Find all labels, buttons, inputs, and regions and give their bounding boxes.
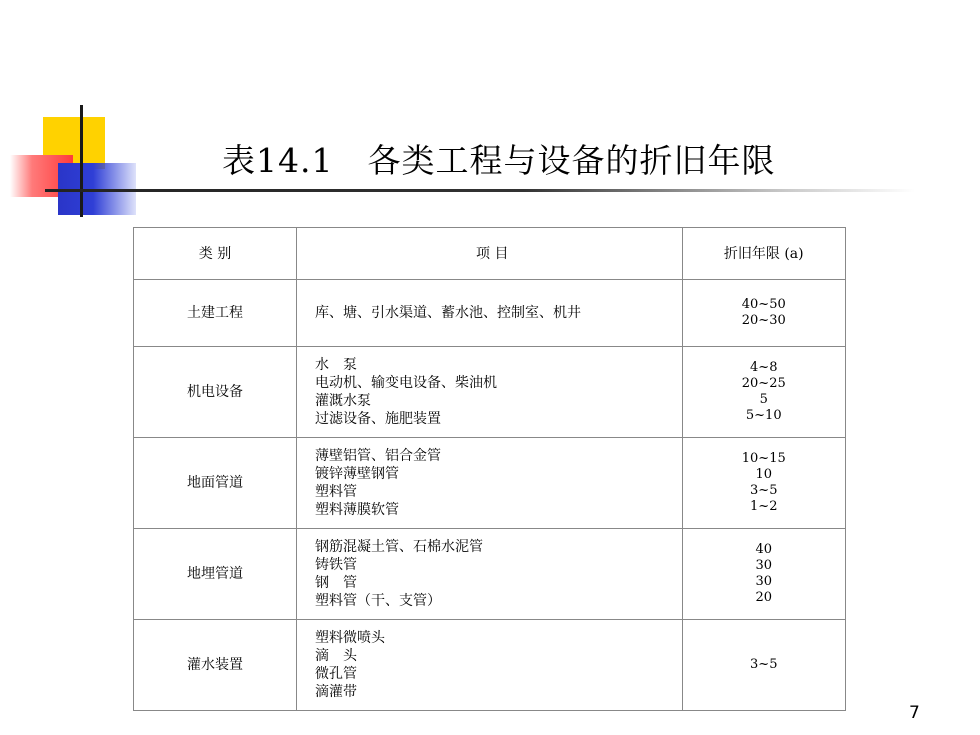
- row-items: [296, 347, 682, 438]
- years-value: 1~2: [750, 499, 778, 514]
- item-text: 库、塘、引水渠道、蓄水池、控制室、机井: [314, 305, 581, 321]
- item-text: 塑料微喷头: [314, 630, 385, 646]
- item-text: 塑料管（干、支管）: [314, 593, 441, 609]
- years-value: 4~8: [750, 360, 778, 375]
- item-text: 钢 管: [314, 575, 357, 591]
- years-value: 3~5: [750, 483, 778, 498]
- row-items: [296, 280, 682, 347]
- header-category: 类 别: [134, 228, 297, 280]
- item-text: 塑料薄膜软管: [314, 502, 399, 518]
- row-years: [682, 438, 845, 529]
- item-text: 灌溉水泵: [314, 393, 371, 409]
- table-row: [134, 438, 846, 529]
- item-text: 滴 头: [314, 648, 357, 664]
- years-value: 30: [755, 574, 773, 589]
- years-value: 20: [755, 590, 773, 605]
- item-text: 过滤设备、施肥装置: [314, 411, 441, 427]
- table-row: [134, 620, 846, 711]
- years-value: 20~25: [741, 376, 786, 391]
- years-value: 5~10: [745, 408, 782, 423]
- slide-title: 表14.1 各类工程与设备的折旧年限: [222, 141, 776, 180]
- page-number: 7: [909, 703, 920, 723]
- item-text: 电动机、输变电设备、柴油机: [314, 375, 497, 391]
- header-years: 折旧年限 (a): [682, 228, 845, 280]
- years-value: 10: [755, 467, 773, 482]
- row-items: [296, 529, 682, 620]
- row-category: 地埋管道: [134, 529, 297, 620]
- table-row: [134, 529, 846, 620]
- row-category: 机电设备: [134, 347, 297, 438]
- row-years: [682, 529, 845, 620]
- header-items: 项 目: [296, 228, 682, 280]
- table-row: [134, 280, 846, 347]
- item-text: 微孔管: [314, 666, 357, 682]
- years-value: 10~15: [741, 451, 786, 466]
- item-text: 滴灌带: [314, 684, 357, 700]
- row-years: [682, 620, 845, 711]
- item-text: 水 泵: [314, 357, 357, 373]
- row-years: [682, 280, 845, 347]
- table-header-row: [134, 228, 846, 280]
- item-text: 钢筋混凝土管、石棉水泥管: [314, 539, 483, 555]
- years-value: 40~50: [741, 297, 786, 312]
- years-value: 3~5: [750, 657, 778, 672]
- title-underline: [45, 189, 915, 192]
- years-value: 30: [755, 558, 773, 573]
- row-items: [296, 620, 682, 711]
- row-category: 土建工程: [134, 280, 297, 347]
- years-value: 20~30: [741, 313, 786, 328]
- item-text: 塑料管: [314, 484, 357, 500]
- depreciation-table: [133, 227, 846, 711]
- item-text: 铸铁管: [314, 557, 357, 573]
- years-value: 40: [755, 542, 773, 557]
- table-row: [134, 347, 846, 438]
- row-years: [682, 347, 845, 438]
- years-value: 5: [759, 392, 768, 407]
- item-text: 镀锌薄壁钢管: [314, 466, 399, 482]
- row-category: 地面管道: [134, 438, 297, 529]
- row-items: [296, 438, 682, 529]
- logo-vertical-line: [80, 105, 83, 217]
- item-text: 薄壁铝管、铝合金管: [314, 448, 441, 464]
- row-category: 灌水装置: [134, 620, 297, 711]
